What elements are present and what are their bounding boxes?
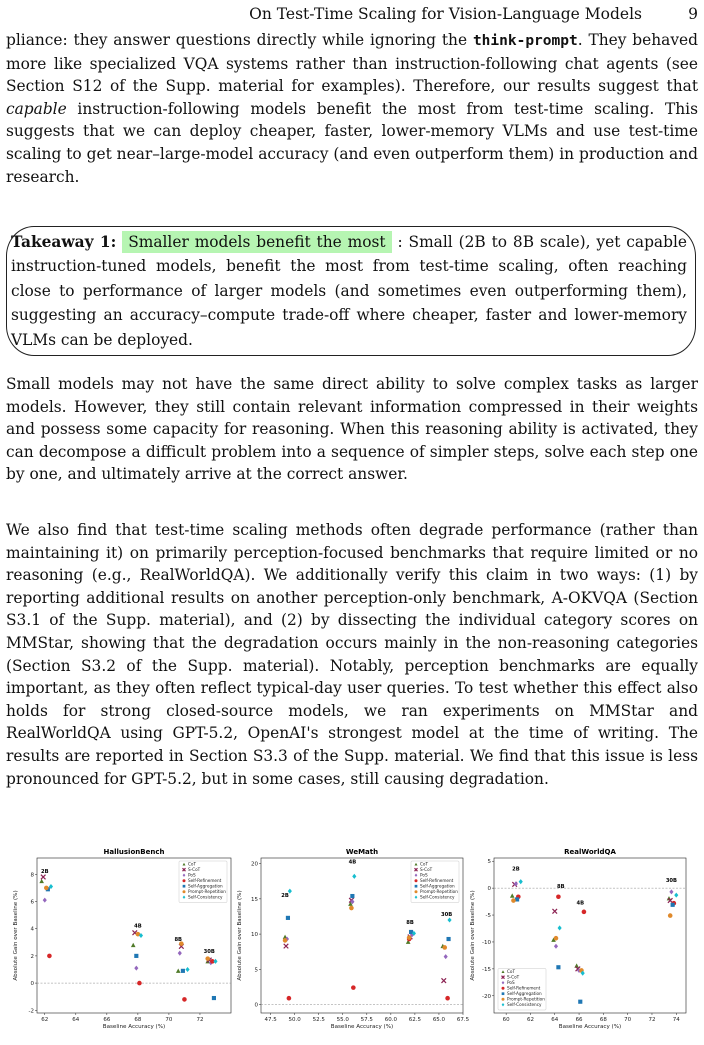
x-tick-label: 62.5: [408, 1017, 422, 1023]
legend-label: PoS: [420, 872, 428, 878]
takeaway-body: : Small (2B to 8B scale), yet capable instruction-tuned models, benefit the most from test-time scaling, often reaching close to performance of larger models (and sometimes even outperforming them), suggesting an accuracy–compute trade-off where cheaper, faster and lower-memory VLMs can be deployed.: [11, 233, 687, 349]
data-point: [554, 936, 559, 941]
think-prompt-code: think-prompt: [472, 33, 578, 49]
data-point: [185, 967, 189, 972]
capable-emphasis: capable: [6, 99, 67, 118]
data-point: [181, 969, 185, 973]
paragraph-intro-part1: pliance: they answer questions directly while ignoring the: [6, 31, 473, 49]
y-tick-label: 2: [30, 953, 34, 960]
paragraph-perception: We also find that test-time scaling methods often degrade performance (rather than maintaining it) on primarily perception-focused benchmarks that require limited or no reasoning (e.g., RealWorldQA). We additionally verify this claim in two ways: (1) by reporting additional results on another perception-only benchmark, A-OKVQA (Section S3.1 of the Supp. material), and (2) by dissecting the individual category scores on MMStar, showing that the degradation occurs mainly in the non-reasoning categories (Section S3.2 of the Supp. material). Notably, perception benchmarks are equally important, as they often reflect typical-day user queries. To test whether this effect also holds for strong closed-source models, we ran experiments on MMStar and RealWorldQA using GPT-5.2, OpenAI's strongest model at the time of writing. The results are reported in Section S3.3 of the Supp. material. We find that this issue is less pronounced for GPT-5.2, but in some cases, still causing degradation.: [6, 521, 698, 788]
scatter-figure: [0, 838, 704, 1041]
data-point: [352, 874, 356, 879]
legend-label: CoT: [188, 861, 197, 867]
data-point: [137, 981, 142, 986]
legend-label: PoS: [507, 980, 515, 985]
legend-label: CoT: [507, 969, 516, 974]
model-size-label: 2B: [40, 868, 49, 875]
x-tick-label: 65.0: [432, 1017, 446, 1023]
model-size-label: 8B: [557, 884, 565, 891]
x-tick-label: 60.0: [384, 1017, 397, 1023]
data-point: [134, 966, 138, 971]
y-tick-label: -15: [482, 966, 491, 973]
legend-marker: [415, 879, 418, 882]
y-tick-label: 20: [251, 861, 258, 868]
data-point: [671, 903, 675, 907]
y-axis-label: Absolute Gain over Baseline (%): [470, 890, 476, 981]
legend-marker: [183, 885, 186, 888]
y-tick-label: 0: [487, 886, 491, 893]
data-point: [582, 910, 587, 915]
legend-label: Self-Consistency: [420, 894, 455, 900]
data-point: [554, 944, 558, 949]
legend-marker: [415, 890, 418, 893]
legend-label: S-CoT: [420, 867, 433, 872]
y-tick-label: 10: [251, 932, 258, 939]
legend-label: Prompt-Repetition: [420, 889, 458, 894]
y-tick-label: 0: [254, 1002, 258, 1009]
data-point: [556, 965, 560, 969]
chart-panel-2: [470, 848, 686, 1030]
data-point: [43, 898, 47, 903]
y-tick-label: 5: [254, 967, 258, 974]
legend-label: S-CoT: [188, 867, 201, 872]
model-size-label: 30B: [665, 878, 678, 885]
x-tick-label: 52.5: [312, 1017, 325, 1023]
y-tick-label: 0: [30, 981, 34, 988]
data-point: [182, 997, 187, 1002]
y-tick-label: 4: [30, 926, 34, 933]
x-tick-label: 62: [41, 1017, 49, 1023]
takeaway-box: [6, 226, 696, 356]
data-point: [510, 893, 515, 897]
takeaway-highlight: Smaller models benefit the most: [122, 231, 391, 253]
data-point: [39, 879, 44, 883]
model-size-label: 2B: [512, 866, 520, 873]
model-size-label: 4B: [576, 900, 585, 907]
y-axis-label: Absolute Gain over Baseline (%): [13, 890, 19, 981]
x-tick-label: 70: [624, 1017, 632, 1023]
x-axis-label: Baseline Accuracy (%): [330, 1024, 394, 1030]
legend-label: S-CoT: [507, 974, 520, 980]
y-tick-label: 8: [30, 872, 34, 879]
x-tick-label: 47.5: [264, 1017, 277, 1023]
model-size-label: 8B: [406, 920, 414, 927]
x-tick-label: 64: [72, 1017, 80, 1023]
legend-label: Prompt-Repetition: [507, 996, 545, 1002]
chart-title: WeMath: [345, 848, 379, 856]
chart-title: HallusionBench: [103, 848, 165, 856]
paragraph-intro: [6, 29, 698, 188]
y-tick-label: 15: [251, 896, 258, 903]
data-point: [445, 996, 450, 1001]
legend-marker: [415, 885, 418, 888]
y-tick-label: -10: [482, 939, 491, 946]
results-figure: [0, 838, 704, 1041]
data-point: [578, 1000, 582, 1004]
running-title: On Test-Time Scaling for Vision-Language Models: [249, 5, 642, 23]
data-point: [511, 898, 516, 903]
page-number: 9: [688, 5, 698, 23]
data-point: [284, 944, 289, 949]
legend-label: Self-Consistency: [507, 1002, 542, 1007]
data-point: [444, 954, 448, 959]
data-point: [351, 985, 356, 990]
legend-marker: [502, 992, 505, 995]
data-point: [674, 893, 678, 898]
takeaway-text: [11, 230, 687, 352]
legend-label: Self-Aggregation: [507, 991, 542, 996]
data-point: [514, 881, 518, 886]
data-point: [283, 938, 288, 943]
data-point: [669, 889, 673, 894]
model-size-label: 30B: [441, 911, 453, 918]
x-tick-label: 72: [196, 1017, 204, 1023]
paragraph-intro-part3: instruction-following models benefit the most from test-time scaling. This suggests that we can deploy cheaper, faster, lower-memory VLMs and use test-time scaling to get near–large-model accuracy (and even outperform them) in production and research.: [6, 99, 698, 186]
y-axis-label: Absolute Gain over Baseline (%): [237, 890, 243, 981]
legend-marker: [183, 879, 186, 882]
x-axis-label: Baseline Accuracy (%): [558, 1024, 622, 1030]
data-point: [213, 959, 217, 964]
paragraph-intro-part2: . They behaved more like specialized VQA systems rather than instruction-following chat agents (see Section S12 of the Supp. material for examples). Therefore, our results suggest that: [6, 31, 698, 96]
x-tick-label: 57.5: [360, 1017, 373, 1023]
paragraph-small-models: Small models may not have the same direct ability to solve complex tasks as larger models. However, they still contain relevant information compressed in their weights and possess some capacity for reasoning. When this reasoning ability is activated, they can decompose a difficult problem into a sequence of simpler steps, solve each step one by one, and ultimately arrive at the correct answer.: [6, 375, 698, 484]
legend-label: PoS: [188, 872, 196, 878]
data-point: [212, 996, 216, 1000]
legend-label: Prompt-Repetition: [188, 889, 226, 894]
data-point: [44, 886, 49, 891]
x-tick-label: 68: [599, 1017, 607, 1023]
data-point: [556, 894, 561, 899]
data-point: [442, 945, 447, 950]
page-header: [0, 3, 704, 29]
y-tick-label: 6: [30, 899, 34, 906]
data-point: [447, 937, 451, 941]
legend-label: Self-Aggregation: [188, 883, 223, 889]
model-size-label: 2B: [281, 892, 289, 899]
legend-marker: [502, 987, 505, 990]
legend-label: Self-Aggregation: [420, 883, 455, 889]
data-point: [558, 925, 562, 930]
legend-marker: [183, 890, 186, 893]
y-tick-label: -2: [28, 1008, 34, 1015]
data-point: [552, 909, 557, 914]
data-point: [519, 879, 523, 884]
data-point: [178, 951, 182, 956]
x-tick-label: 74: [672, 1017, 680, 1023]
takeaway-label: Takeaway 1:: [11, 233, 117, 251]
legend-label: Self-Refinement: [507, 985, 541, 991]
x-tick-label: 55.0: [336, 1017, 349, 1023]
data-point: [447, 917, 451, 922]
data-point: [349, 906, 354, 911]
data-point: [350, 894, 354, 898]
chart-panel-1: [237, 848, 470, 1030]
data-point: [131, 943, 136, 947]
legend-label: CoT: [420, 861, 429, 867]
chart-panel-0: [13, 848, 231, 1030]
data-point: [668, 913, 673, 918]
x-axis-label: Baseline Accuracy (%): [102, 1024, 166, 1030]
x-tick-label: 62: [526, 1017, 534, 1023]
model-size-label: 30B: [203, 949, 215, 956]
legend-label: Self-Refinement: [420, 878, 454, 883]
chart-title: RealWorldQA: [564, 848, 616, 856]
data-point: [134, 954, 138, 958]
y-tick-label: -20: [482, 993, 491, 1000]
y-tick-label: 5: [487, 859, 491, 866]
x-tick-label: 67.5: [456, 1017, 470, 1023]
x-tick-label: 50.0: [288, 1017, 301, 1023]
y-tick-label: -5: [485, 913, 491, 920]
data-point: [41, 875, 46, 880]
model-size-label: 4B: [134, 923, 142, 930]
data-point: [407, 935, 412, 940]
data-point: [286, 916, 290, 920]
x-tick-label: 70: [165, 1017, 173, 1023]
x-tick-label: 60: [502, 1017, 510, 1023]
x-tick-label: 66: [103, 1017, 111, 1023]
data-point: [176, 969, 181, 973]
data-point: [287, 996, 292, 1001]
legend-label: Self-Consistency: [188, 894, 223, 900]
model-size-label: 8B: [174, 936, 183, 943]
x-tick-label: 64: [551, 1017, 559, 1023]
data-point: [47, 954, 52, 959]
x-tick-label: 72: [648, 1017, 656, 1023]
model-size-label: 4B: [348, 859, 357, 866]
data-point: [441, 978, 446, 983]
x-tick-label: 66: [575, 1017, 583, 1023]
legend-marker: [502, 998, 505, 1001]
x-tick-label: 68: [134, 1017, 142, 1023]
legend-label: Self-Refinement: [188, 878, 222, 883]
data-point: [205, 956, 210, 961]
